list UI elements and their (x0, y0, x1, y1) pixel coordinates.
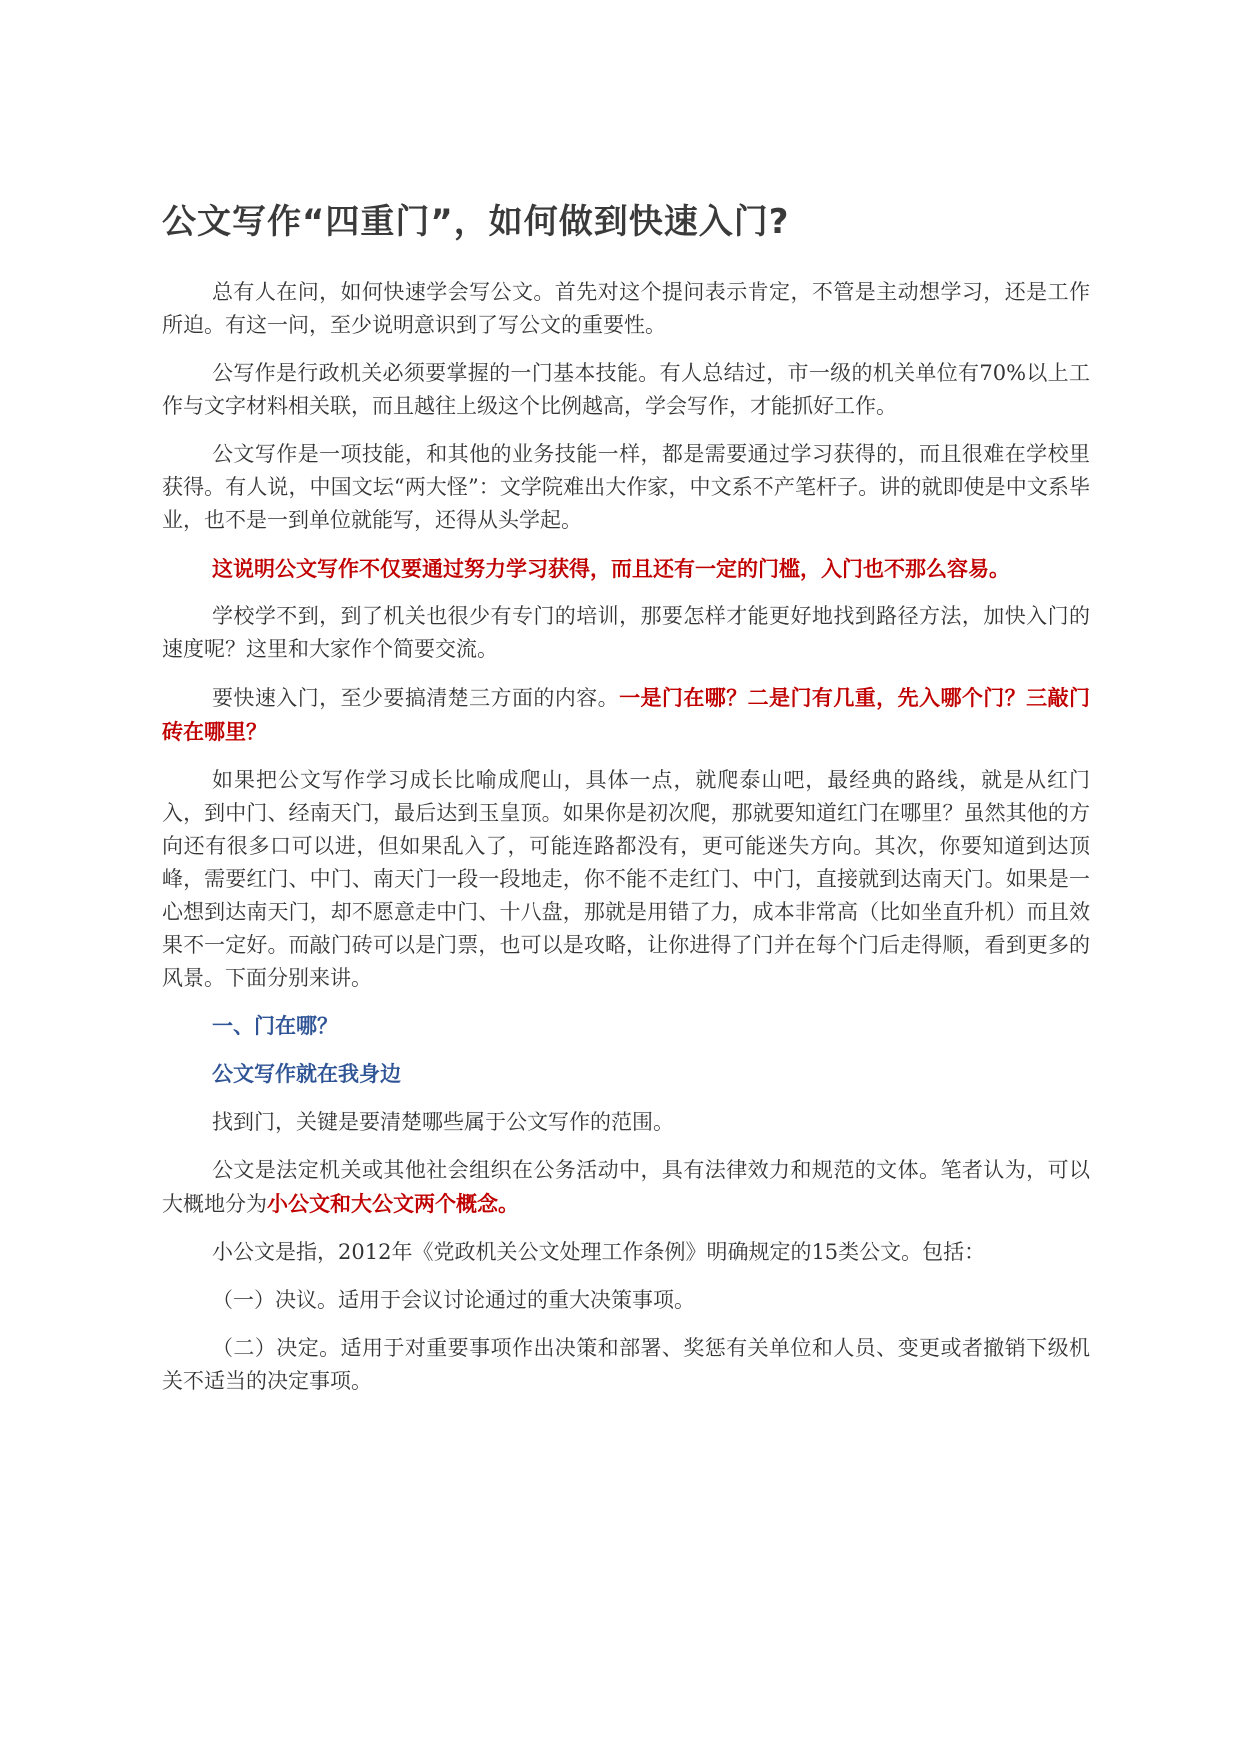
paragraph-9-text: 公文是法定机关或其他社会组织在公务活动中，具有法律效力和规范的文体。笔者认为，可以大概地分为 (162, 1158, 1090, 1216)
section-1-heading: 一、门在哪？ (212, 1014, 338, 1038)
paragraph-2: 公写作是行政机关必须要掌握的一门基本技能。有人总结过，市一级的机关单位有70%以上工作与文字材料相关联，而且越往上级这个比例越高，学会写作，才能抓好工作。 (162, 361, 1090, 418)
paragraph-8: 找到门，关键是要清楚哪些属于公文写作的范围。 (212, 1110, 674, 1134)
paragraph-1: 总有人在问，如何快速学会写公文。首先对这个提问表示肯定，不管是主动想学习，还是工作所迫。有这一问，至少说明意识到了写公文的重要性。 (162, 280, 1090, 337)
paragraph-12: （二）决定。适用于对重要事项作出决策和部署、奖惩有关单位和人员、变更或者撤销下级机关不适当的决定事项。 (162, 1336, 1090, 1393)
paragraph-6 (162, 681, 1090, 749)
paragraph-9 (162, 1154, 1090, 1221)
document-body (162, 196, 1090, 1413)
paragraph-11: （一）决议。适用于会议讨论通过的重大决策事项。 (212, 1288, 695, 1312)
highlight-paragraph: 这说明公文写作不仅要通过努力学习获得，而且还有一定的门槛，入门也不那么容易。 (212, 556, 1010, 581)
section-1-subheading: 公文写作就在我身边 (212, 1062, 401, 1086)
paragraph-6-highlight: 一是门在哪？二是门有几重，先入哪个门？三敲门砖在哪里？ (162, 685, 1091, 744)
document-title: 公文写作“四重门”，如何做到快速入门? (162, 202, 790, 242)
paragraph-5: 学校学不到，到了机关也很少有专门的培训，那要怎样才能更好地找到路径方法，加快入门的速度呢？这里和大家作个简要交流。 (162, 604, 1090, 661)
paragraph-10: 小公文是指，2012年《党政机关公文处理工作条例》明确规定的15类公文。包括： (212, 1240, 986, 1264)
paragraph-7: 如果把公文写作学习成长比喻成爬山，具体一点，就爬泰山吧，最经典的路线，就是从红门入，到中门、经南天门，最后达到玉皇顶。如果你是初次爬，那就要知道红门在哪里？虽然其他的方向还有很多口可以进，但如果乱入了，可能连路都没有，更可能迷失方向。其次，你要知道到达顶峰，需要红门、中门、南天门一段一段地走，你不能不走红门、中门，直接就到达南天门。如果是一心想到达南天门，却不愿意走中门、十八盘，那就是用错了力，成本非常高（比如坐直升机）而且效果不一定好。而敲门砖可以是门票，也可以是攻略，让你进得了门并在每个门后走得顺，看到更多的风景。下面分别来讲。 (162, 768, 1090, 990)
paragraph-6-text: 要快速入门，至少要搞清楚三方面的内容。 (212, 686, 620, 710)
paragraph-9-highlight: 小公文和大公文两个概念。 (267, 1191, 519, 1216)
paragraph-3: 公文写作是一项技能，和其他的业务技能一样，都是需要通过学习获得的，而且很难在学校里获得。有人说，中国文坛“两大怪”：文学院难出大作家，中文系不产笔杆子。讲的就即使是中文系毕业，也不是一到单位就能写，还得从头学起。 (162, 442, 1090, 532)
